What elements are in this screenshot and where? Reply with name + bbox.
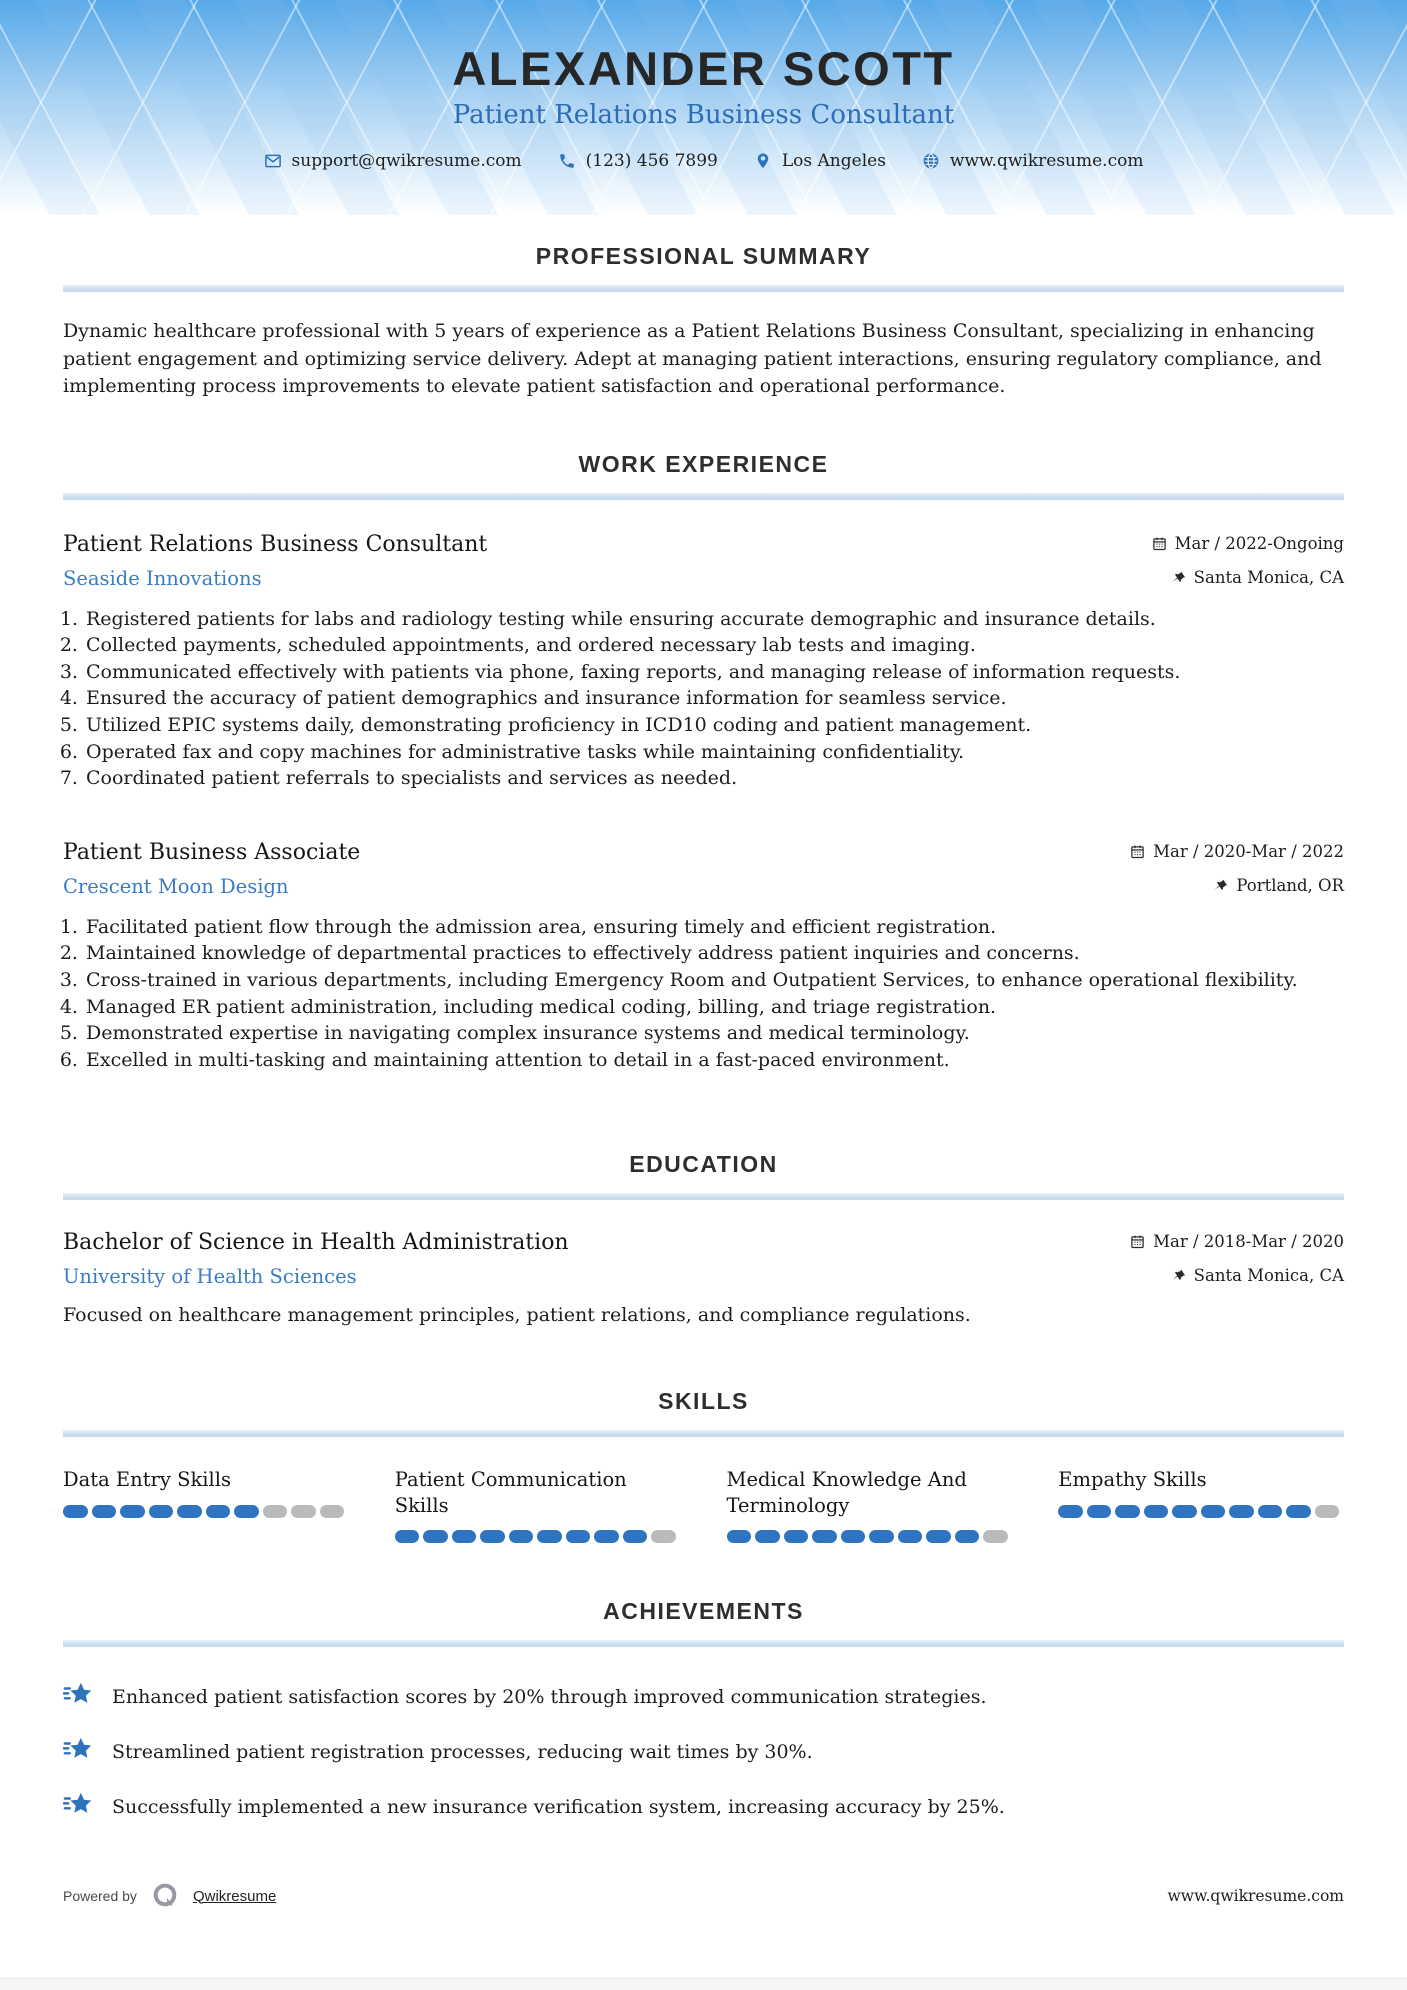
skill-dot-filled: [955, 1530, 980, 1543]
skill-dot-filled: [566, 1530, 591, 1543]
section-achievements: [63, 1598, 1344, 1824]
pushpin-icon: [1213, 878, 1228, 893]
skill-name: Empathy Skills: [1058, 1468, 1207, 1492]
powered-by-label: Powered by: [63, 1888, 137, 1904]
job-location-text: Portland, OR: [1236, 875, 1344, 895]
skill-level-bar: [395, 1530, 681, 1543]
jobs-list: [63, 532, 1344, 1074]
job-dates-text: Mar / 2020-Mar / 2022: [1153, 841, 1344, 861]
skill-dot-filled: [92, 1505, 117, 1518]
contact-row: [0, 151, 1407, 171]
achievements-heading: ACHIEVEMENTS: [603, 1598, 804, 1625]
job-title: Patient Relations Business Consultant: [63, 531, 488, 557]
skill-dot-filled: [594, 1530, 619, 1543]
education-dates-text: Mar / 2018-Mar / 2020: [1153, 1232, 1344, 1252]
skill-dot-filled: [623, 1530, 648, 1543]
skill-dot-filled: [755, 1530, 780, 1543]
skill-level-bar: [727, 1530, 1013, 1543]
skill-dot-filled: [1058, 1505, 1083, 1518]
skill-dot-filled: [1286, 1505, 1311, 1518]
skills-grid: [63, 1467, 1344, 1543]
skill-dot-empty: [320, 1505, 345, 1518]
candidate-name: ALEXANDER SCOTT: [452, 42, 955, 95]
skill-dot-filled: [509, 1530, 534, 1543]
job-location: [1171, 568, 1344, 587]
skill-dot-filled: [869, 1530, 894, 1543]
shooting-star-icon: [63, 1789, 95, 1824]
skill-level-bar: [63, 1505, 349, 1518]
skill-dot-empty: [291, 1505, 316, 1518]
calendar-icon: [1130, 844, 1145, 859]
contact-email-text: support@qwikresume.com: [291, 151, 522, 172]
calendar-icon: [1152, 536, 1167, 551]
skill-dot-filled: [452, 1530, 477, 1543]
skill-level-bar: [1058, 1505, 1344, 1518]
skill-dot-filled: [177, 1505, 202, 1518]
company-link[interactable]: Seaside Innovations: [63, 566, 262, 590]
skill-item: [63, 1467, 349, 1543]
job-bullet: 1. Facilitated patient flow through the admission area, ensuring timely and efficient registration.: [84, 914, 1344, 941]
job-bullet: 5. Utilized EPIC systems daily, demonstrating proficiency in ICD10 coding and patient management.: [84, 712, 1344, 739]
job-bullet: 4. Ensured the accuracy of patient demographics and insurance information for seamless service.: [84, 685, 1344, 712]
globe-icon: [922, 152, 940, 170]
skill-dot-filled: [120, 1505, 145, 1518]
company-link[interactable]: Crescent Moon Design: [63, 874, 289, 898]
skill-dot-filled: [63, 1505, 88, 1518]
summary-heading: PROFESSIONAL SUMMARY: [535, 243, 872, 269]
section-education: [63, 1151, 1344, 1326]
section-divider: [63, 285, 1344, 292]
section-divider: [63, 1430, 1344, 1437]
education-location: [1171, 1266, 1344, 1285]
contact-phone-text: (123) 456 7899: [585, 151, 718, 172]
skill-dot-filled: [926, 1530, 951, 1543]
brand-link[interactable]: Qwikresume: [192, 1887, 277, 1905]
skill-dot-filled: [1201, 1505, 1226, 1518]
pushpin-icon: [1171, 570, 1186, 585]
contact-location: [754, 151, 886, 171]
job-bullet: 1. Registered patients for labs and radiology testing while ensuring accurate demographic and insurance details.: [84, 606, 1344, 633]
section-skills: [63, 1388, 1344, 1543]
job-bullet: 3. Cross-trained in various departments, including Emergency Room and Outpatient Services, to enhance operational flexibility.: [84, 967, 1344, 994]
job-title: Patient Business Associate: [63, 839, 361, 865]
contact-phone[interactable]: [558, 151, 718, 171]
job-location-text: Santa Monica, CA: [1193, 567, 1344, 587]
skill-dot-filled: [898, 1530, 923, 1543]
education-description: Focused on healthcare management principles, patient relations, and compliance regulations.: [63, 1304, 971, 1327]
skill-dot-filled: [1258, 1505, 1283, 1518]
skill-dot-filled: [537, 1530, 562, 1543]
candidate-job-title: Patient Relations Business Consultant: [452, 100, 955, 131]
location-pin-icon: [754, 152, 772, 170]
phone-icon: [558, 152, 576, 170]
summary-text: Dynamic healthcare professional with 5 years of experience as a Patient Relations Business Consultant, specializing in enhancing patient engagement and optimizing service delivery. Adept at managing patient interactions, ensuring regulatory compliance, and implementing process improvements to elevate patient satisfaction and operational performance.: [63, 320, 1322, 398]
shooting-star-icon: [63, 1734, 95, 1769]
section-work-experience: [63, 451, 1344, 1074]
skill-dot-filled: [727, 1530, 752, 1543]
education-entry: [63, 1230, 1344, 1326]
skill-dot-filled: [1229, 1505, 1254, 1518]
degree-title: Bachelor of Science in Health Administration: [63, 1230, 569, 1256]
skill-item: [727, 1467, 1013, 1543]
achievements-list: [63, 1679, 1344, 1824]
job-entry: [63, 532, 1344, 792]
section-divider: [63, 493, 1344, 500]
skill-dot-filled: [1115, 1505, 1140, 1518]
skill-dot-empty: [1315, 1505, 1340, 1518]
skill-dot-filled: [1087, 1505, 1112, 1518]
achievement-item: [63, 1789, 1344, 1824]
achievement-text: Enhanced patient satisfaction scores by 20% through improved communication strategies.: [112, 1685, 987, 1708]
section-divider: [63, 1640, 1344, 1647]
page-footer: [0, 1880, 1407, 1912]
skill-name: Data Entry Skills: [63, 1468, 231, 1492]
skill-dot-filled: [784, 1530, 809, 1543]
skills-heading: SKILLS: [658, 1388, 749, 1415]
job-location: [1213, 876, 1344, 895]
pushpin-icon: [1171, 1268, 1186, 1283]
resume-header: [0, 0, 1407, 215]
job-bullet: 2. Maintained knowledge of departmental practices to effectively address patient inquiries and concerns.: [84, 940, 1344, 967]
skill-dot-empty: [263, 1505, 288, 1518]
work-heading: WORK EXPERIENCE: [578, 450, 829, 477]
job-dates-text: Mar / 2022-Ongoing: [1174, 533, 1344, 553]
skill-dot-filled: [206, 1505, 231, 1518]
skill-dot-filled: [423, 1530, 448, 1543]
calendar-icon: [1130, 1234, 1145, 1249]
skill-item: [1058, 1467, 1344, 1543]
skill-dot-empty: [983, 1530, 1008, 1543]
job-bullet: 7. Coordinated patient referrals to specialists and services as needed.: [84, 765, 1344, 792]
footer-website-link[interactable]: www.qwikresume.com: [1167, 1887, 1344, 1905]
bottom-strip: [0, 1978, 1407, 1990]
skill-item: [395, 1467, 681, 1543]
skill-dot-filled: [480, 1530, 505, 1543]
job-bullet: 6. Operated fax and copy machines for administrative tasks while maintaining confidentiality.: [84, 739, 1344, 766]
skill-name: Patient Communication Skills: [394, 1468, 627, 1517]
job-bullets: [63, 914, 1344, 1074]
shooting-star-icon: [63, 1679, 95, 1714]
skill-dot-filled: [395, 1530, 420, 1543]
skill-dot-filled: [1172, 1505, 1197, 1518]
job-bullets: [63, 606, 1344, 792]
section-divider: [63, 1193, 1344, 1200]
job-dates: [1152, 534, 1344, 553]
powered-by: [63, 1880, 276, 1912]
skill-dot-empty: [651, 1530, 676, 1543]
skill-name: Medical Knowledge And Terminology: [726, 1468, 967, 1517]
achievement-text: Streamlined patient registration processes, reducing wait times by 30%.: [112, 1740, 813, 1763]
contact-email[interactable]: [264, 151, 522, 171]
school-link[interactable]: University of Health Sciences: [63, 1265, 357, 1289]
achievement-item: [63, 1734, 1344, 1769]
education-dates: [1130, 1232, 1344, 1251]
job-bullet: 6. Excelled in multi-tasking and maintaining attention to detail in a fast-paced environment.: [84, 1047, 1344, 1074]
education-location-text: Santa Monica, CA: [1193, 1266, 1344, 1286]
skill-dot-filled: [1144, 1505, 1169, 1518]
skill-dot-filled: [149, 1505, 174, 1518]
achievement-text: Successfully implemented a new insurance verification system, increasing accuracy by 25%.: [112, 1795, 1005, 1818]
contact-website[interactable]: [922, 151, 1144, 171]
contact-location-text: Los Angeles: [781, 151, 886, 172]
job-bullet: 2. Collected payments, scheduled appointments, and ordered necessary lab tests and imaging.: [84, 632, 1344, 659]
section-professional-summary: [63, 243, 1344, 401]
contact-website-text: www.qwikresume.com: [949, 151, 1144, 172]
resume-body: [0, 243, 1407, 1824]
education-heading: EDUCATION: [629, 1151, 778, 1178]
q-ring-icon: [149, 1880, 181, 1912]
envelope-icon: [264, 152, 282, 170]
job-dates: [1130, 842, 1344, 861]
achievement-item: [63, 1679, 1344, 1714]
job-bullet: 3. Communicated effectively with patients via phone, faxing reports, and managing release of information requests.: [84, 659, 1344, 686]
job-entry: [63, 840, 1344, 1074]
job-bullet: 5. Demonstrated expertise in navigating complex insurance systems and medical terminology.: [84, 1020, 1344, 1047]
skill-dot-filled: [812, 1530, 837, 1543]
skill-dot-filled: [841, 1530, 866, 1543]
skill-dot-filled: [234, 1505, 259, 1518]
job-bullet: 4. Managed ER patient administration, including medical coding, billing, and triage registration.: [84, 994, 1344, 1021]
